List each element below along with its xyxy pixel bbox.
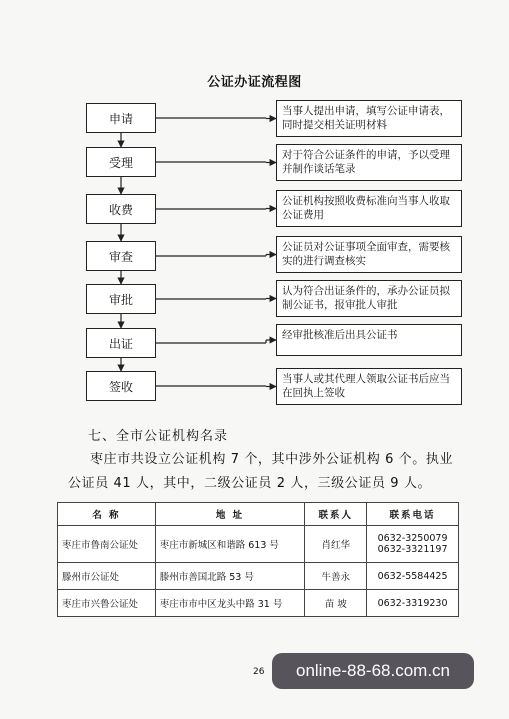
section-heading: 七、全市公证机构名录	[88, 429, 229, 444]
paragraph-line-1: 枣庄市共设立公证机构 7 个，其中涉外公证机构 6 个。执业	[90, 452, 454, 467]
step-box-issue: 出证	[86, 328, 156, 358]
step-desc-accept: 对于符合公证条件的申请，予以受理并制作谈话笔录	[276, 144, 462, 181]
page-title: 公证办证流程图	[207, 75, 302, 90]
step-desc-approve: 认为符合出证条件的，承办公证员拟制公证书，报审批人审批	[276, 280, 462, 317]
cell-name: 枣庄市兴鲁公证处	[58, 590, 156, 617]
step-box-review: 审查	[86, 241, 156, 271]
table-row	[58, 526, 459, 563]
notary-directory-table	[57, 502, 459, 617]
header-address: 地 址	[155, 503, 305, 526]
step-box-sign: 签收	[86, 371, 156, 401]
cell-phone: 0632-5584425	[367, 563, 459, 590]
phone-line-1: 0632-3250079	[377, 533, 448, 544]
step-desc-review: 公证员对公证事项全面审查，需要核实的进行调查核实	[276, 236, 462, 273]
header-phone: 联系电话	[367, 503, 459, 526]
table-row	[58, 590, 459, 617]
table-header-row	[58, 503, 459, 526]
step-box-approve: 审批	[86, 284, 156, 314]
cell-contact: 肖红华	[305, 526, 367, 563]
step-box-accept: 受理	[86, 147, 156, 177]
header-contact: 联系人	[305, 503, 367, 526]
cell-name: 枣庄市鲁南公证处	[58, 526, 156, 563]
table-row	[58, 563, 459, 590]
step-desc-apply: 当事人提出申请，填写公证申请表，同时提交相关证明材料	[276, 100, 462, 137]
step-desc-issue: 经审批核准后出具公证书	[276, 324, 462, 356]
cell-address: 枣庄市市中区龙头中路 31 号	[155, 590, 305, 617]
cell-contact: 牛善永	[305, 563, 367, 590]
phone-line-2: 0632-3321197	[377, 544, 448, 555]
step-desc-fee: 公证机构按照收费标准向当事人收取公证费用	[276, 190, 462, 227]
cell-phone	[367, 526, 459, 563]
cell-contact: 苗 坡	[305, 590, 367, 617]
page-number: 26	[253, 667, 265, 677]
header-name: 名 称	[58, 503, 156, 526]
cell-address: 滕州市善国北路 53 号	[155, 563, 305, 590]
cell-phone: 0632-3319230	[367, 590, 459, 617]
step-box-apply: 申请	[86, 103, 156, 133]
step-desc-sign: 当事人或其代理人领取公证书后应当在回执上签收	[276, 368, 462, 405]
cell-name: 滕州市公证处	[58, 563, 156, 590]
watermark-banner: online-88-68.com.cn	[272, 653, 474, 689]
step-box-fee: 收费	[86, 194, 156, 224]
cell-address: 枣庄市新城区和谐路 613 号	[155, 526, 305, 563]
paragraph-line-2: 公证员 41 人，其中，二级公证员 2 人，三级公证员 9 人。	[68, 476, 432, 491]
